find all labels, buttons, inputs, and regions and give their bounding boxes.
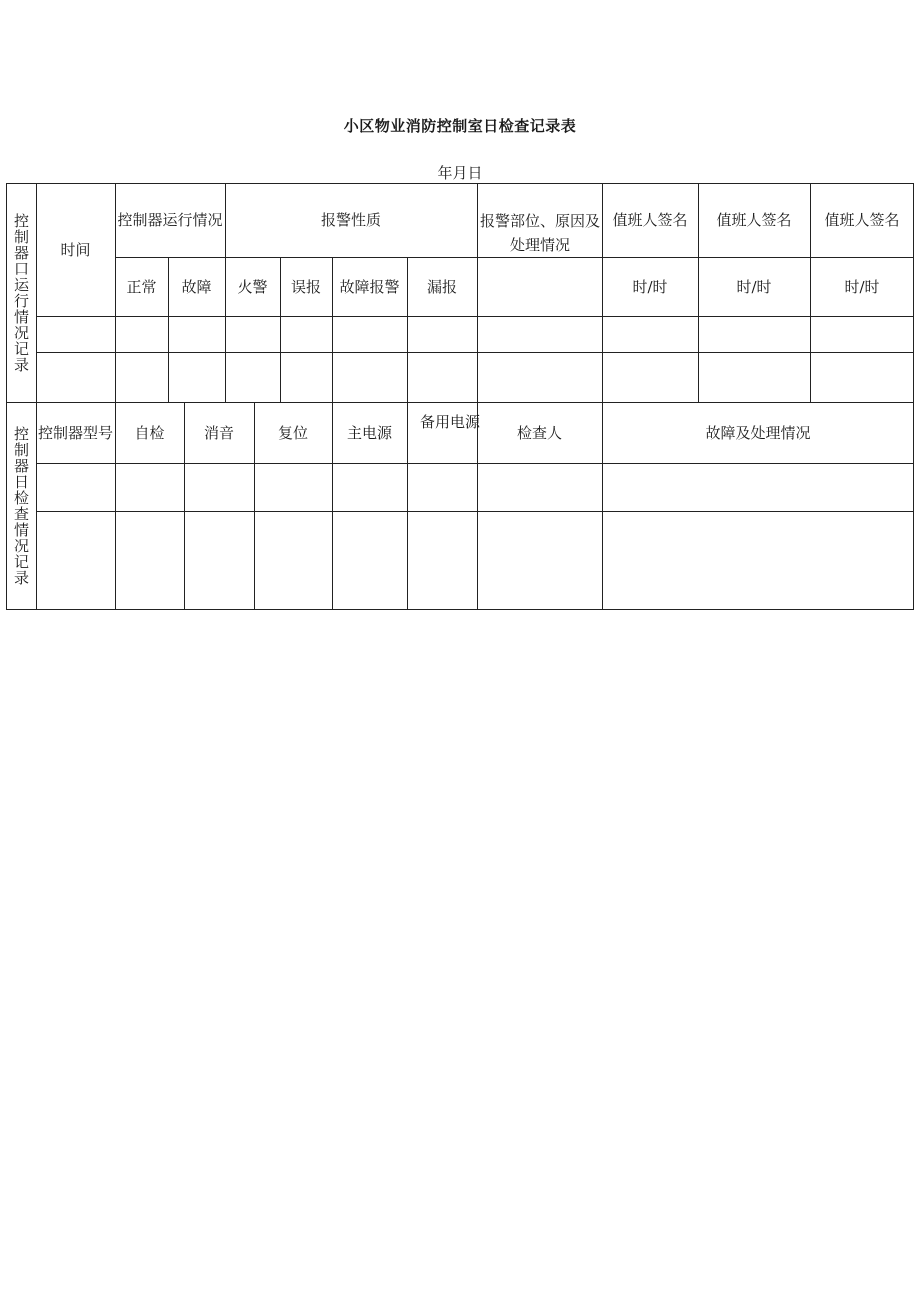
sub-header-missed: 漏报 bbox=[426, 277, 457, 296]
alarm-nature-header: 报警性质 bbox=[320, 211, 381, 229]
sub-header-fault-alarm: 故障报警 bbox=[339, 277, 400, 296]
duty-sign-header-3: 值班人签名 bbox=[824, 211, 900, 229]
sub-header-normal: 正常 bbox=[126, 277, 157, 296]
time-header: 时间 bbox=[60, 240, 91, 259]
header-controller-model: 控制器型号 bbox=[37, 423, 113, 442]
form-title: 小区物业消防控制室日检查记录表 bbox=[343, 117, 577, 135]
sub-header-fire: 火警 bbox=[237, 277, 268, 296]
header-main-power: 主电源 bbox=[346, 423, 392, 442]
section1-side-label: 控制器口运行情况记录 bbox=[12, 213, 30, 373]
duty-time-2: 时/时 bbox=[736, 277, 772, 296]
sub-header-fault: 故障 bbox=[181, 277, 212, 296]
duty-sign-header-2: 值班人签名 bbox=[716, 211, 792, 229]
duty-time-3: 时/时 bbox=[844, 277, 880, 296]
duty-sign-header-1: 值班人签名 bbox=[612, 211, 688, 229]
section2-side-label: 控制器日检查情况记录 bbox=[12, 426, 30, 586]
run-status-header: 控制器运行情况 bbox=[117, 211, 223, 229]
date-line: 年月日 bbox=[437, 164, 483, 182]
sub-header-false-alarm: 误报 bbox=[290, 277, 321, 296]
header-backup-power: 备用电源 bbox=[420, 413, 481, 431]
header-fault-handling: 故障及处理情况 bbox=[705, 423, 811, 442]
header-self-check: 自检 bbox=[134, 423, 165, 442]
alarm-location-header: 报警部位、原因及处理情况 bbox=[479, 212, 600, 254]
header-silence: 消音 bbox=[203, 423, 234, 442]
header-inspector: 检查人 bbox=[516, 423, 562, 442]
duty-time-1: 时/时 bbox=[632, 277, 668, 296]
header-reset: 复位 bbox=[277, 423, 308, 442]
